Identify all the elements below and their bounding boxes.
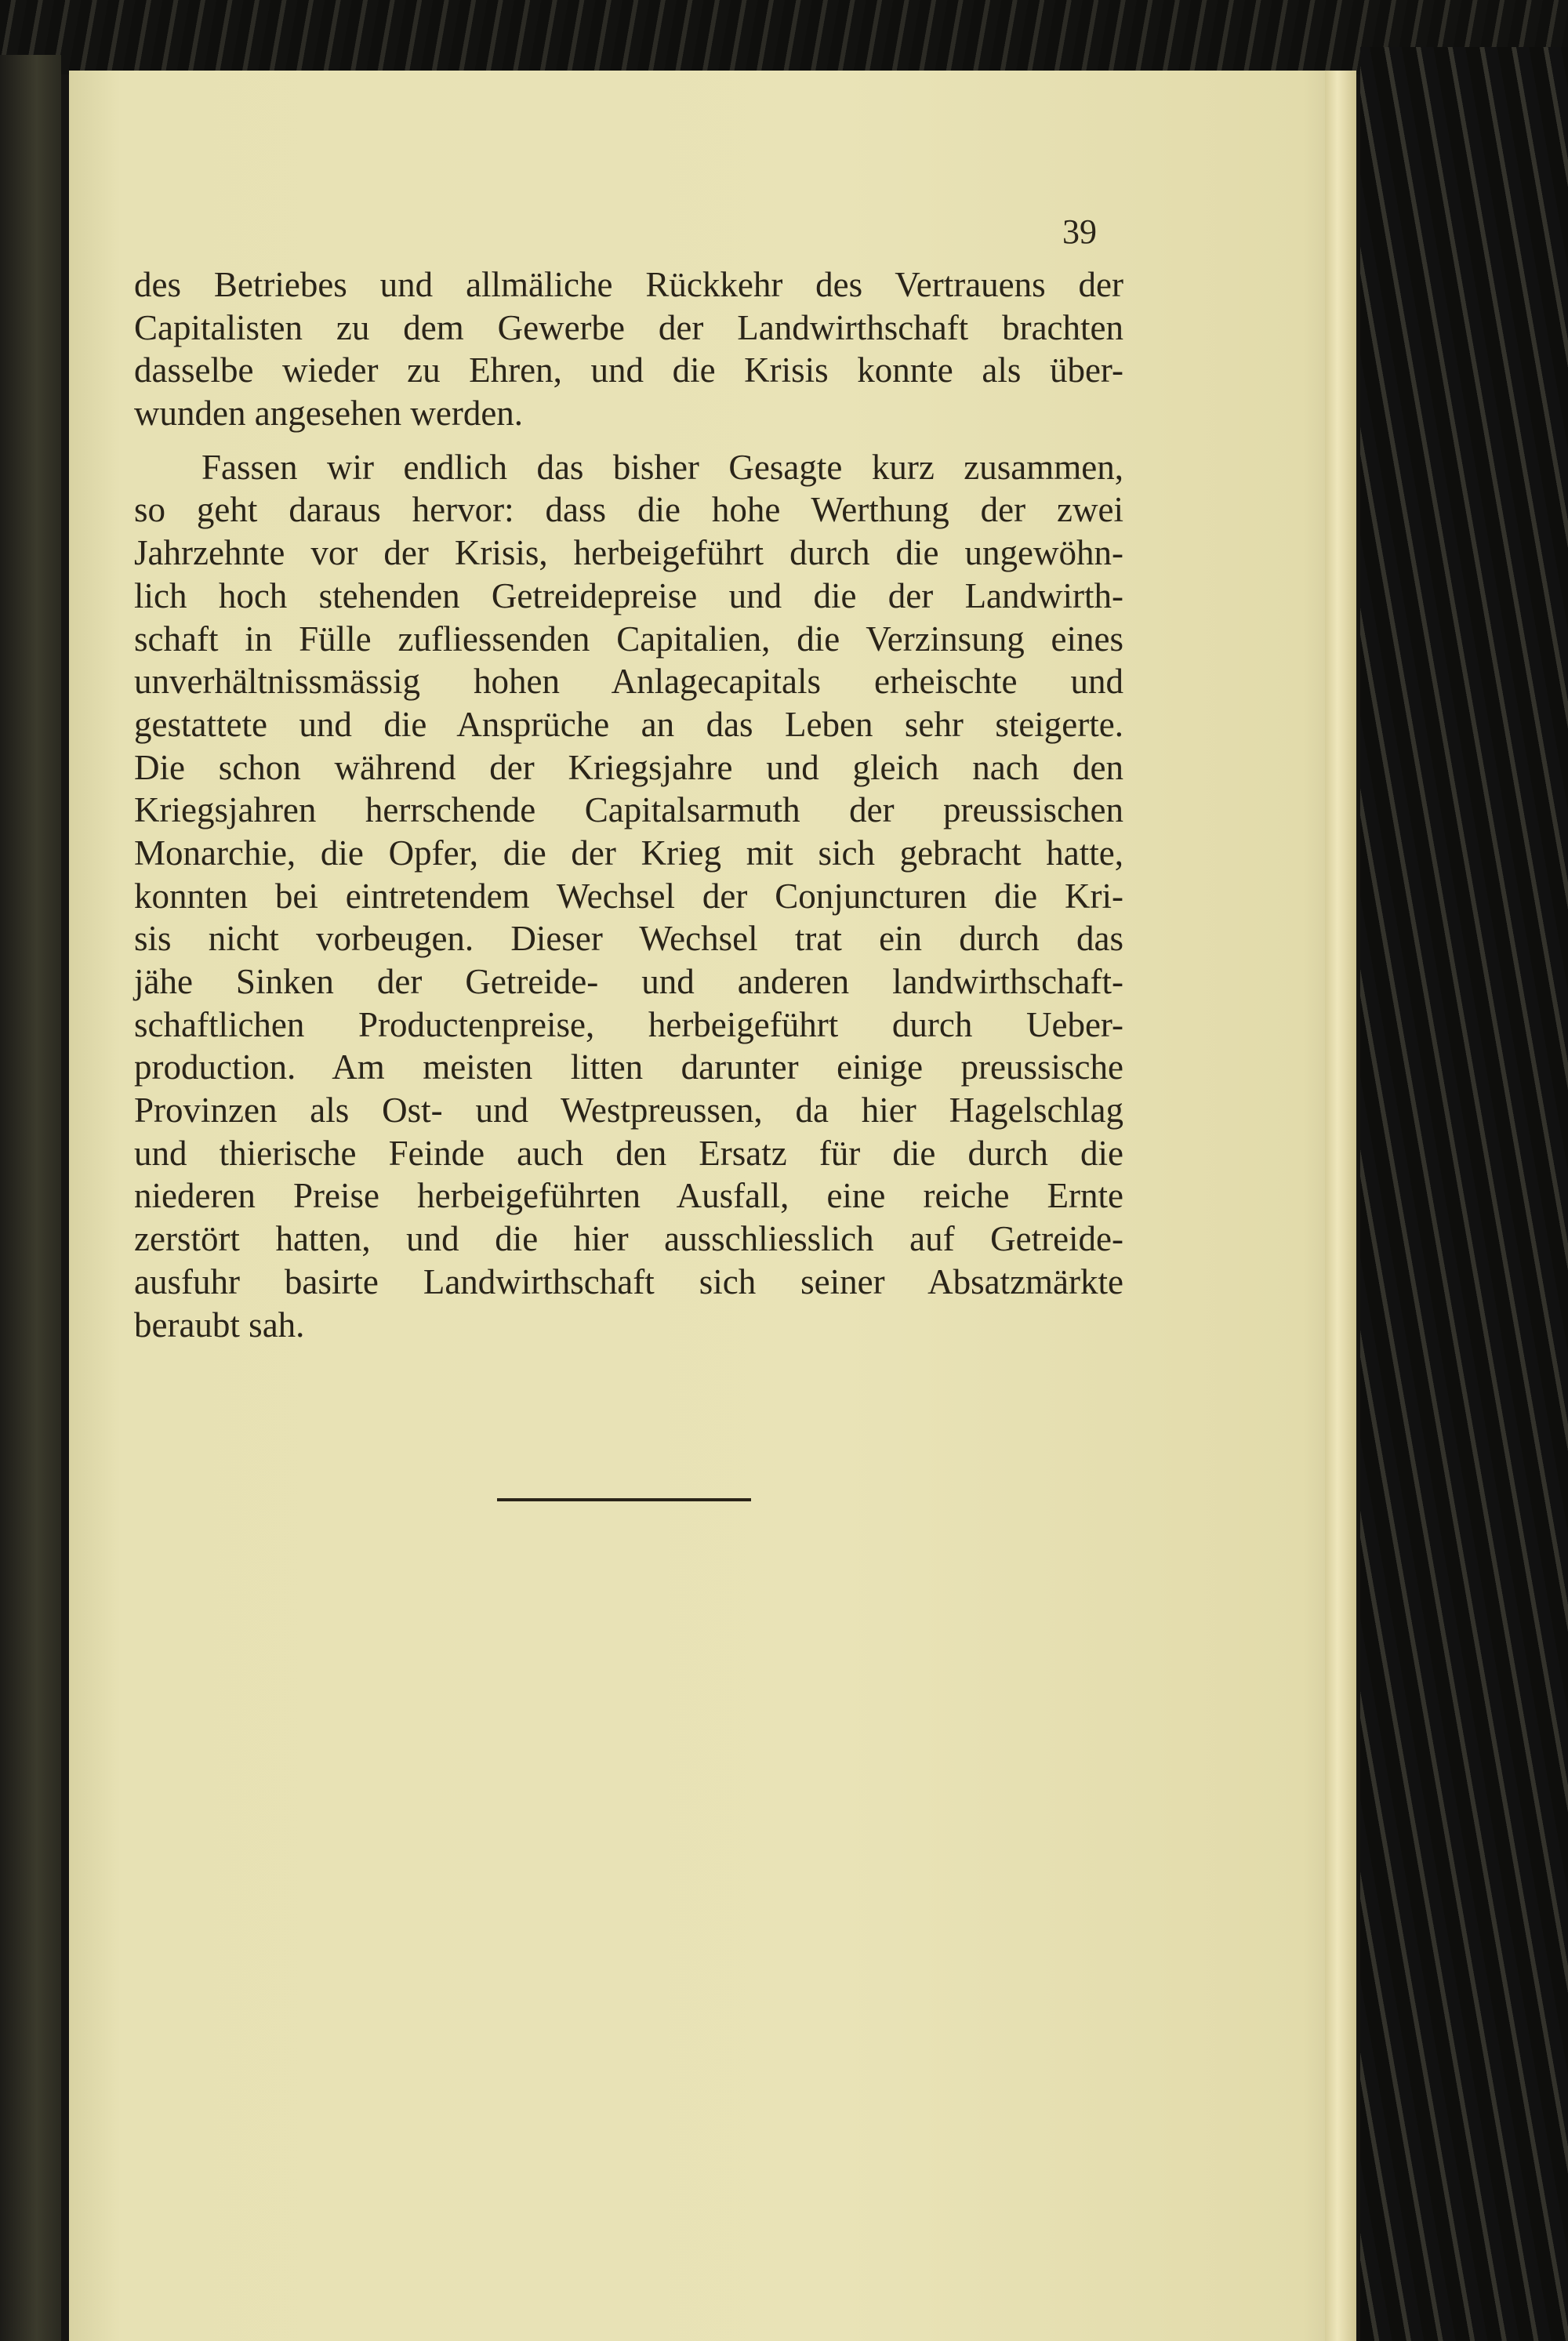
text-line: Capitalisten zu dem Gewerbe der Landwirthschaft brachten bbox=[134, 307, 1123, 347]
text-line: Monarchie, die Opfer, die der Krieg mit sich gebracht hatte, bbox=[134, 833, 1123, 873]
text-line: des Betriebes und allmäliche Rückkehr des Vertrauens der bbox=[134, 265, 1123, 304]
text-line: schaft in Fülle zufliessenden Capitalien, die Verzinsung eines bbox=[134, 619, 1123, 659]
text-line: Kriegsjahren herrschende Capitalsarmuth der preussischen bbox=[134, 790, 1123, 830]
page-number: 39 bbox=[1062, 212, 1097, 251]
text-line: Provinzen als Ost- und Westpreussen, da hier Hagelschlag bbox=[134, 1091, 1123, 1131]
paragraph-1 bbox=[134, 263, 1123, 435]
paragraph-2 bbox=[134, 446, 1123, 1346]
text-line: sis nicht vorbeugen. Dieser Wechsel trat ein durch das bbox=[134, 919, 1123, 959]
text-line: so geht daraus hervor: dass die hohe Werthung der zwei bbox=[134, 490, 1123, 530]
text-line: ausfuhr basirte Landwirthschaft sich seiner Absatzmärkte bbox=[134, 1261, 1123, 1301]
page-fore-edge bbox=[1325, 71, 1356, 2341]
text-line: Jahrzehnte vor der Krisis, herbeigeführt durch die ungewöhn- bbox=[134, 533, 1123, 573]
text-line: lich hoch stehenden Getreidepreise und die der Landwirth- bbox=[134, 575, 1123, 615]
text-line: schaftlichen Productenpreise, herbeigeführt durch Ueber- bbox=[134, 1004, 1123, 1044]
body-text bbox=[134, 263, 1123, 1346]
text-line: Die schon während der Kriegsjahre und gleich nach den bbox=[134, 747, 1123, 787]
book-cover-edge bbox=[1360, 47, 1568, 2341]
text-line: konnten bei eintretendem Wechsel der Conjuncturen die Kri- bbox=[134, 876, 1123, 916]
text-line: jähe Sinken der Getreide- und anderen landwirthschaft- bbox=[134, 962, 1123, 1001]
text-line: Fassen wir endlich das bisher Gesagte kurz zusammen, bbox=[201, 447, 1123, 487]
facing-page-edge bbox=[0, 55, 61, 2341]
text-line: niederen Preise herbeigeführten Ausfall, eine reiche Ernte bbox=[134, 1176, 1123, 1216]
book-top-edge bbox=[0, 0, 1568, 74]
text-line: und thierische Feinde auch den Ersatz für die durch die bbox=[134, 1133, 1123, 1173]
text-line: zerstört hatten, und die hier ausschliesslich auf Getreide- bbox=[134, 1219, 1123, 1259]
text-line: unverhältnissmässig hohen Anlagecapitals erheischte und bbox=[134, 662, 1123, 702]
text-line: beraubt sah. bbox=[134, 1305, 305, 1345]
text-line: production. Am meisten litten darunter einige preussische bbox=[134, 1047, 1123, 1087]
text-line: gestattete und die Ansprüche an das Leben sehr steigerte. bbox=[134, 704, 1123, 744]
text-line: wunden angesehen werden. bbox=[134, 394, 524, 434]
section-end-rule bbox=[497, 1498, 751, 1501]
text-line: dasselbe wieder zu Ehren, und die Krisis konnte als über- bbox=[134, 350, 1123, 390]
